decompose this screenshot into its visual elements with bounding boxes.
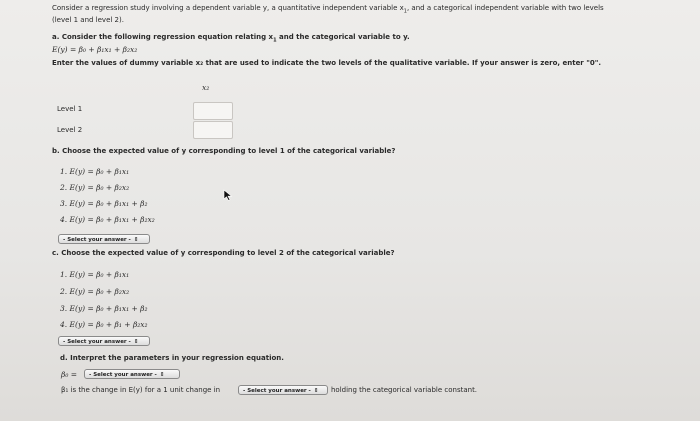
part-c-option-3: 3. E(y) = β₀ + β₁x₁ + β₂ [60, 304, 148, 313]
intro-line-2: (level 1 and level 2). [52, 16, 124, 24]
part-a-enter-text: Enter the values of dummy variable x₂ that are used to indicate the two levels of the qualitative variable. If your answer is zero, enter "0". [52, 59, 602, 67]
part-a-prompt: a. Consider the following regression equation relating $x_1$ and the categorical variable to y. [52, 33, 410, 44]
part-b-option-1: 1. E(y) = β₀ + β₁x₁ [60, 167, 130, 176]
level-2-label: Level 2 [57, 126, 83, 134]
beta1-text-b: holding the categorical variable constant. [331, 386, 478, 394]
beta0-label: β₀ = [61, 370, 78, 379]
part-a-equation: E(y) = β₀ + β₁x₁ + β₂x₂ [52, 45, 138, 54]
beta0-select[interactable] [84, 369, 180, 379]
level-2-input[interactable] [193, 121, 233, 139]
intro-line-1: Consider a regression study involving a dependent variable y, a quantitative independent variable $x_1$, and a categorical independent variable with two levels [52, 4, 604, 15]
part-c-option-1: 1. E(y) = β₀ + β₁x₁ [60, 270, 130, 279]
updown-arrow-icon: ⇕ [159, 372, 165, 378]
updown-arrow-icon: ⇕ [133, 339, 139, 345]
beta1-text-a: β₁ is the change in E(y) for a 1 unit change in [61, 386, 221, 394]
mouse-pointer-icon [223, 189, 233, 201]
part-b-select[interactable] [58, 234, 150, 244]
dummy-column-header: x₂ [202, 83, 210, 92]
part-b-option-2: 2. E(y) = β₀ + β₂x₂ [60, 183, 130, 192]
beta1-select[interactable] [238, 385, 328, 395]
part-b-option-4: 4. E(y) = β₀ + β₁x₁ + β₂x₂ [60, 215, 155, 224]
level-1-input[interactable] [193, 102, 233, 120]
part-c-prompt: c. Choose the expected value of y corresponding to level 2 of the categorical variable? [52, 249, 395, 257]
part-b-select-label: - Select your answer - [63, 237, 131, 243]
beta0-select-label: - Select your answer - [89, 372, 157, 378]
part-c-option-2: 2. E(y) = β₀ + β₂x₂ [60, 287, 130, 296]
updown-arrow-icon: ⇕ [133, 237, 139, 243]
part-b-prompt: b. Choose the expected value of y corresponding to level 1 of the categorical variable? [52, 147, 396, 155]
beta1-select-label: - Select your answer - [243, 388, 311, 394]
part-d-prompt: d. Interpret the parameters in your regression equation. [60, 354, 284, 362]
part-c-select[interactable] [58, 336, 150, 346]
updown-arrow-icon: ⇕ [313, 388, 319, 394]
part-c-option-4: 4. E(y) = β₀ + β₁ + β₂x₂ [60, 320, 148, 329]
part-b-option-3: 3. E(y) = β₀ + β₁x₁ + β₂ [60, 199, 148, 208]
level-1-label: Level 1 [57, 105, 83, 113]
part-c-select-label: - Select your answer - [63, 339, 131, 345]
